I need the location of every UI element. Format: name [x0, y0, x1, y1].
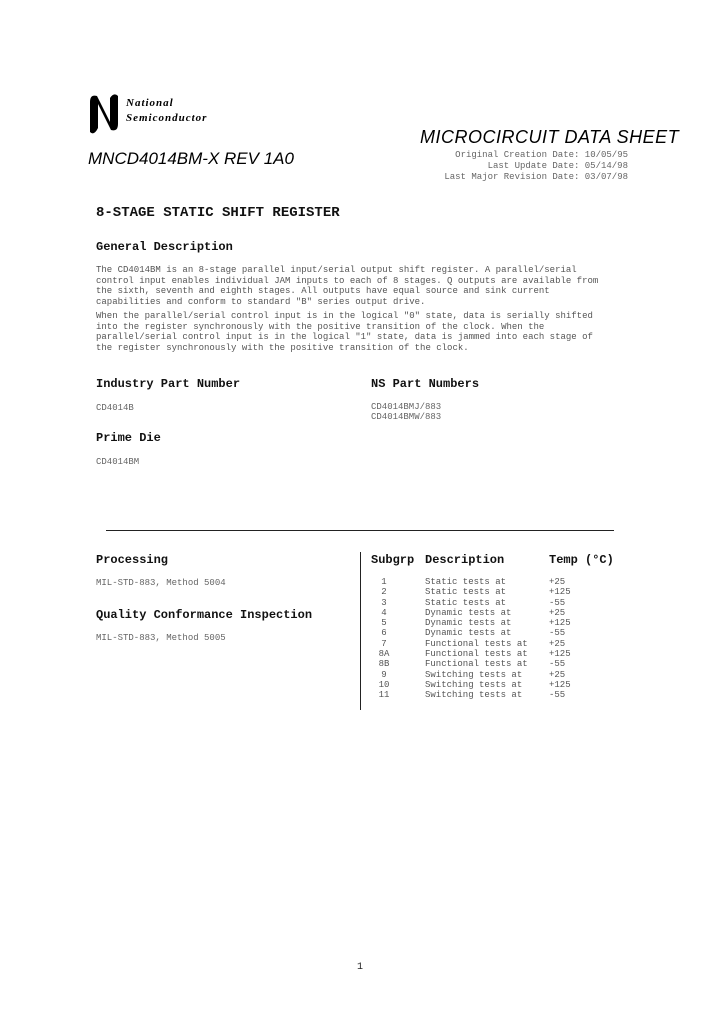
- description-cell: Switching tests at: [425, 669, 523, 680]
- temp-cell: -55: [549, 628, 566, 639]
- general-description-heading: General Description: [96, 240, 233, 254]
- part-id: MNCD4014BM-X REV 1A0: [88, 149, 294, 168]
- subgrp-column-header: Subgrp: [371, 553, 415, 567]
- prime-die-heading: Prime Die: [96, 431, 161, 445]
- column-divider: [360, 552, 361, 710]
- subgrp-cell: 7: [381, 638, 387, 649]
- temp-cell: +125: [549, 649, 571, 660]
- company-name-line1: National: [126, 97, 174, 109]
- processing-value: MIL-STD-883, Method 5004: [96, 578, 226, 588]
- device-title: 8-STAGE STATIC SHIFT REGISTER: [96, 205, 340, 221]
- temp-cell: +125: [549, 618, 571, 629]
- temp-cell: -55: [549, 597, 566, 608]
- document-title: MICROCIRCUIT DATA SHEET: [420, 127, 680, 147]
- description-cell: Switching tests at: [425, 690, 523, 701]
- subgrp-cell: 5: [381, 618, 387, 629]
- processing-heading: Processing: [96, 553, 169, 567]
- temp-cell: +125: [549, 679, 571, 690]
- subgrp-cell: 8B: [378, 659, 390, 670]
- subgrp-cell: 2: [381, 587, 387, 598]
- temp-column-header: Temp (°C): [549, 553, 614, 567]
- ns-part-number-1: CD4014BMJ/883: [371, 402, 442, 412]
- temp-cell: -55: [549, 659, 566, 670]
- industry-part-number-value: CD4014B: [96, 403, 134, 413]
- prime-die-value: CD4014BM: [96, 457, 140, 467]
- temp-cell: +25: [549, 638, 566, 649]
- subgrp-cell: 3: [381, 597, 387, 608]
- subgrp-cell: 9: [381, 669, 387, 680]
- last-update-date: Last Update Date: 05/14/98: [487, 161, 628, 171]
- subgrp-cell: 6: [381, 628, 387, 639]
- temp-cell: +125: [549, 587, 571, 598]
- description-cell: Functional tests at: [425, 638, 528, 649]
- revision-dates: [444, 150, 628, 183]
- description-column-header: Description: [425, 553, 505, 567]
- description-cell: Functional tests at: [425, 649, 528, 660]
- general-description-paragraph-2: When the parallel/serial control input is in the logical "0" state, data is serially shifted into the register synchronously with the positive transition of the clock. When the parallel/serial control input is in the logical "1" state, data is jammed into each stage of the register synchronously with the positive transition of the clock.: [96, 311, 593, 353]
- general-description-paragraph-1: The CD4014BM is an 8-stage parallel input/serial output shift register. A parallel/serial control input enables individual JAM inputs to each of 8 stages. Q outputs are available from the sixth, seventh and eighth stages. All outputs have equal source and sink current capabilities and conform to standard "B" series output drive.: [96, 265, 599, 307]
- temp-cell: +25: [549, 577, 566, 587]
- description-cell: Static tests at: [425, 597, 507, 608]
- quality-conformance-value: MIL-STD-883, Method 5005: [96, 633, 226, 643]
- description-cell: Switching tests at: [425, 679, 523, 690]
- industry-part-number-heading: Industry Part Number: [96, 377, 241, 391]
- company-name-line2: Semiconductor: [126, 112, 208, 124]
- subgrp-cell: 1: [381, 577, 387, 587]
- section-divider: [106, 530, 614, 531]
- page-number: 1: [356, 962, 363, 973]
- description-cell: Static tests at: [425, 577, 507, 587]
- description-cell: Dynamic tests at: [425, 607, 512, 618]
- description-cell: Dynamic tests at: [425, 628, 512, 639]
- company-name: [126, 96, 207, 126]
- subgrp-cell: 11: [378, 690, 390, 701]
- national-semiconductor-logo-icon: [84, 92, 124, 134]
- subgrp-cell: 8A: [378, 649, 390, 660]
- description-cell: Functional tests at: [425, 659, 528, 670]
- temp-cell: +25: [549, 669, 566, 680]
- temp-cell: -55: [549, 690, 566, 701]
- last-major-revision-date: Last Major Revision Date: 03/07/98: [444, 172, 628, 182]
- description-cell: Dynamic tests at: [425, 618, 512, 629]
- description-cell: Static tests at: [425, 587, 507, 598]
- creation-date: Original Creation Date: 10/05/95: [455, 150, 628, 160]
- ns-part-numbers-heading: NS Part Numbers: [371, 377, 480, 391]
- subgrp-cell: 10: [378, 679, 390, 690]
- temp-cell: +25: [549, 607, 566, 618]
- quality-conformance-heading: Quality Conformance Inspection: [96, 608, 313, 622]
- subgrp-cell: 4: [381, 607, 387, 618]
- ns-part-number-2: CD4014BMW/883: [371, 412, 442, 422]
